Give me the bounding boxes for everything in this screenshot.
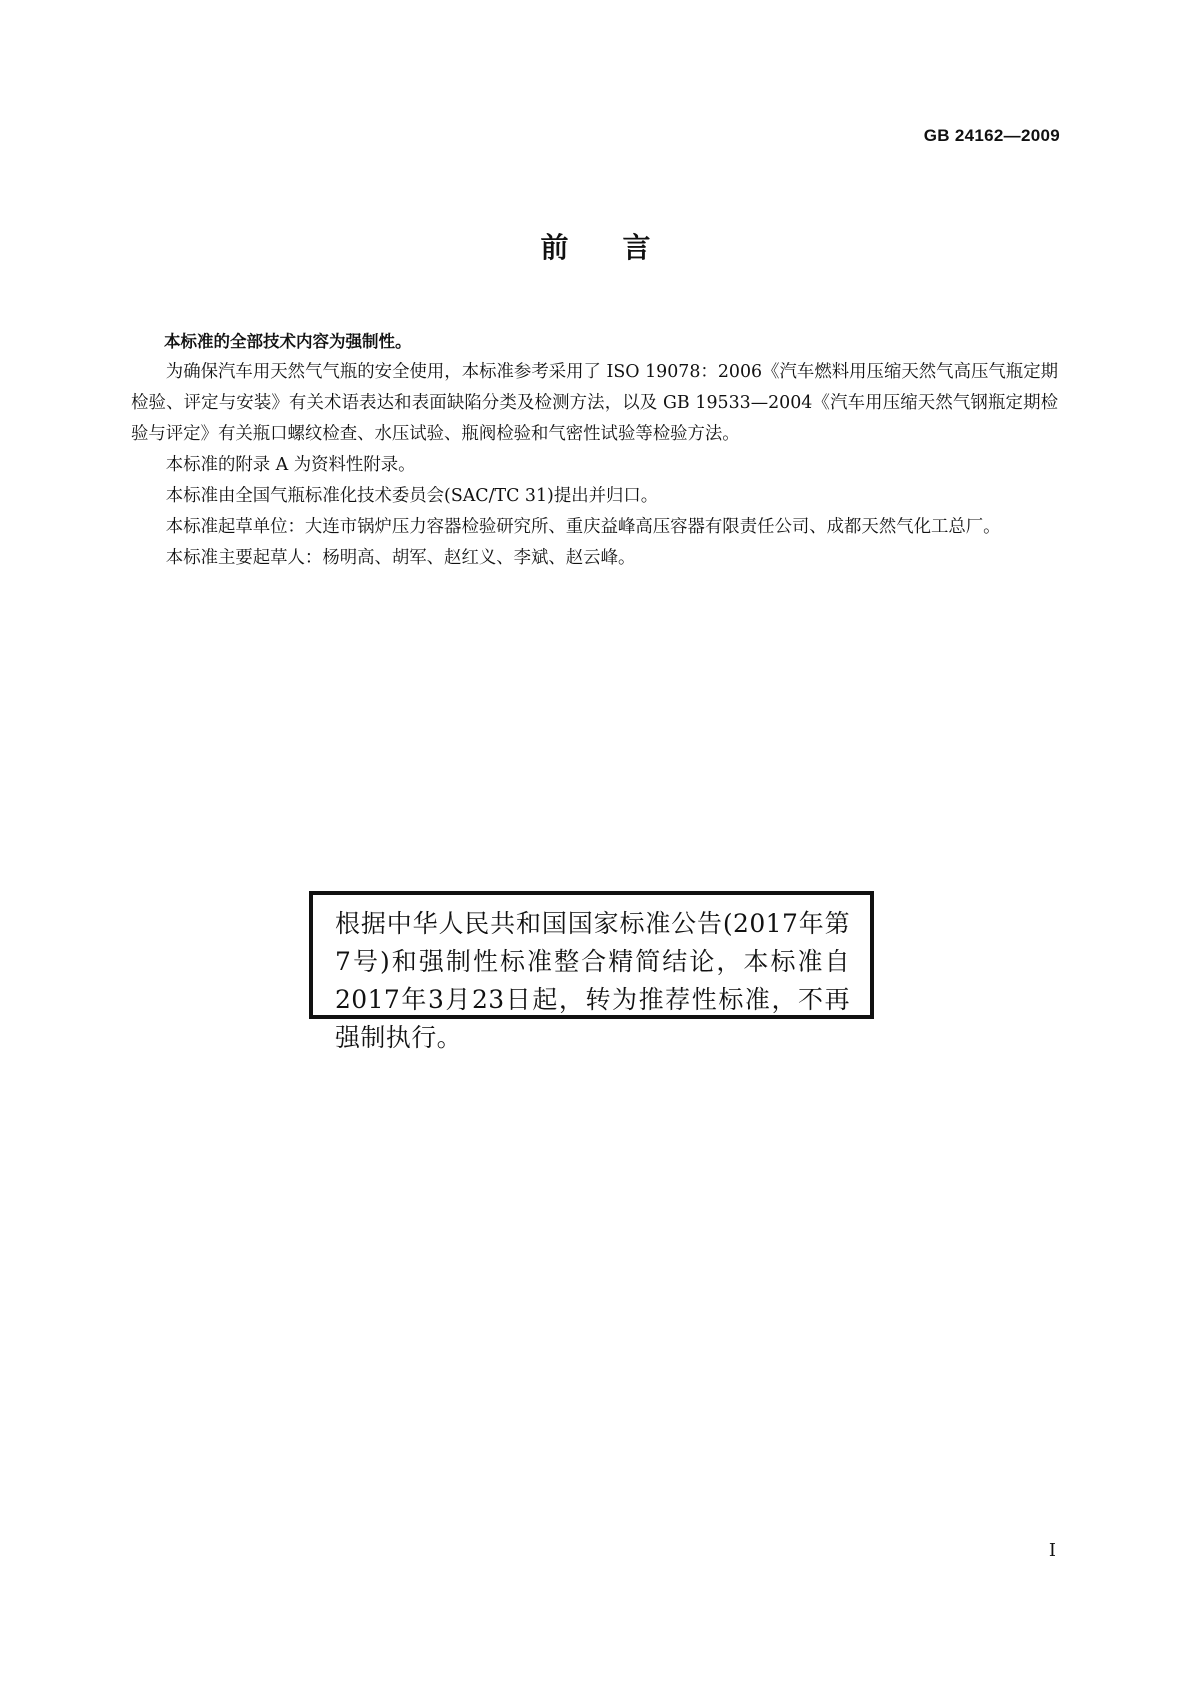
page-title: 前言	[540, 231, 705, 264]
foreword-body	[131, 326, 1058, 574]
standard-number: GB 24162—2009	[923, 126, 1060, 145]
paragraph-drafters: 本标准主要起草人：杨明高、胡军、赵红义、李斌、赵云峰。	[165, 548, 636, 568]
paragraph-appendix: 本标准的附录 A 为资料性附录。	[165, 455, 416, 475]
status-notice-box	[309, 891, 874, 1052]
paragraph-drafting-units: 本标准起草单位：大连市锅炉压力容器检验研究所、重庆益峰高压容器有限责任公司、成都天然气化工总厂。	[165, 517, 1001, 537]
paragraph-committee: 本标准由全国气瓶标准化技术委员会(SAC/TC 31)提出并归口。	[165, 486, 659, 506]
paragraph-mandatory-statement: 本标准的全部技术内容为强制性。	[164, 332, 412, 351]
paragraph-reference-standards: 为确保汽车用天然气气瓶的安全使用，本标准参考采用了 ISO 19078：2006《汽车燃料用压缩天然气高压气瓶定期检验、评定与安装》有关术语表达和表面缺陷分类及检测方法，以及 GB 19533—2004《汽车用压缩天然气钢瓶定期检验与评定》有关瓶口螺纹检查、水压试验、瓶阀检验和气密性试验等检验方法。	[131, 362, 1058, 444]
status-notice-text: 根据中华人民共和国国家标准公告(2017年第7号)和强制性标准整合精简结论，本标准自2017年3月23日起，转为推荐性标准，不再强制执行。	[335, 909, 850, 1052]
page-number: I	[1048, 1540, 1056, 1561]
